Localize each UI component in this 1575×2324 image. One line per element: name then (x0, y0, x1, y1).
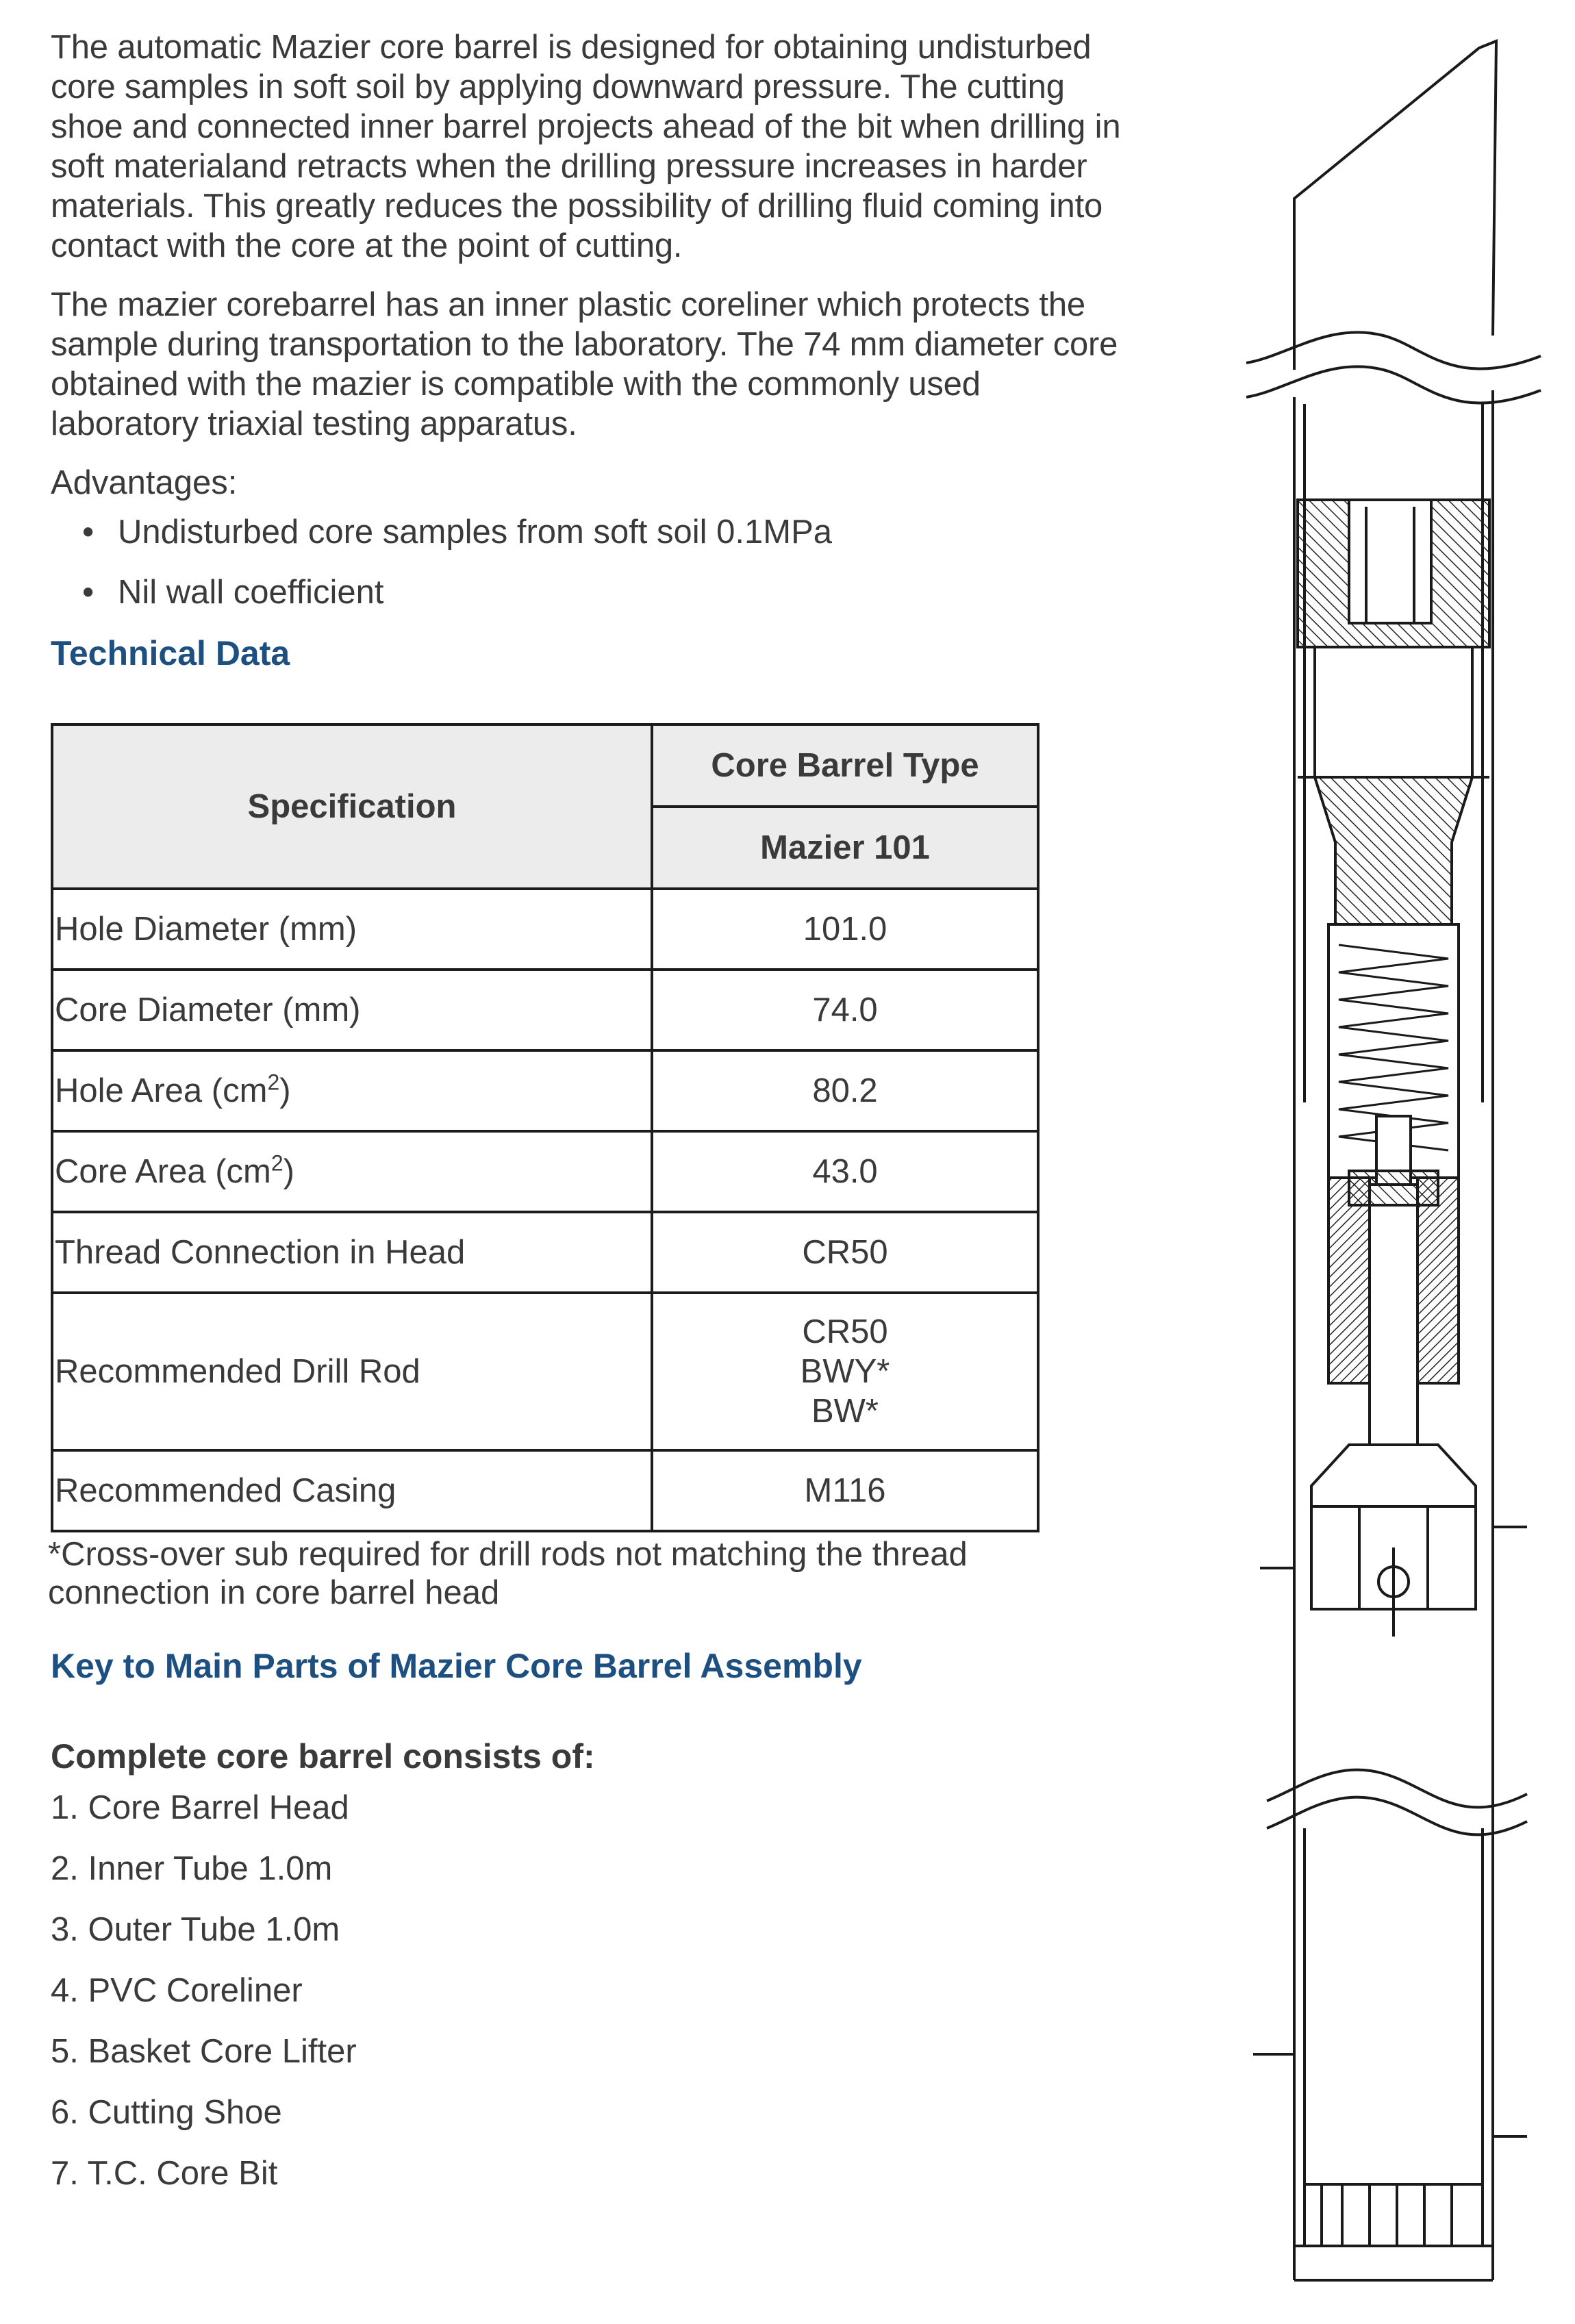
bullet-icon: • (82, 514, 94, 551)
parts-subheading: Complete core barrel consists of: (51, 1737, 595, 1776)
header-specification: Specification (52, 724, 652, 889)
table-row (52, 1212, 1038, 1293)
advantage-item (82, 512, 1126, 552)
row-value: 80.2 (652, 1050, 1038, 1131)
table-row (52, 1293, 1038, 1450)
superscript: 2 (267, 1070, 280, 1095)
row-value-line: BWY* (800, 1353, 890, 1390)
list-item: 3. Outer Tube 1.0m (51, 1911, 340, 1948)
table-row (52, 1450, 1038, 1531)
parts-list (51, 1788, 1126, 2193)
mazier-core-barrel-drawing-icon (1226, 34, 1561, 2314)
core-barrel-drawing (1226, 34, 1561, 2314)
content-column (48, 27, 1126, 2214)
advantage-text: Undisturbed core samples from soft soil 0.1MPa (118, 514, 833, 551)
advantages-label: Advantages: (51, 464, 238, 501)
header-model: Mazier 101 (652, 807, 1038, 889)
bullet-icon: • (82, 574, 94, 611)
table-row (52, 970, 1038, 1050)
row-label: Recommended Casing (52, 1450, 652, 1531)
list-item: 6. Cutting Shoe (51, 2094, 282, 2131)
row-label: Hole Diameter (mm) (52, 889, 652, 970)
row-value-line: CR50 (802, 1313, 888, 1350)
intro-paragraph-2: The mazier corebarrel has an inner plastic coreliner which protects the sample during transportation to the laboratory. The 74 mm diameter core obtained with the mazier is compatible with the commonly used laboratory triaxial testing apparatus. (51, 286, 1118, 442)
advantage-text: Nil wall coefficient (118, 574, 384, 611)
list-item: 5. Basket Core Lifter (51, 2033, 357, 2070)
list-item: 2. Inner Tube 1.0m (51, 1850, 333, 1887)
row-value (652, 1293, 1038, 1450)
row-label-text: Hole Area (cm (55, 1072, 268, 1109)
row-label-end: ) (283, 1153, 294, 1190)
table-row (52, 1131, 1038, 1212)
row-label-text: Core Area (cm (55, 1153, 271, 1190)
row-label (52, 1050, 652, 1131)
row-label (52, 1131, 652, 1212)
advantage-item (82, 572, 1126, 612)
table-footnote: *Cross-over sub required for drill rods not matching the thread connection in core barrel head (48, 1536, 968, 1611)
table-row (52, 889, 1038, 970)
technical-data-table (51, 723, 1040, 1532)
row-value: M116 (652, 1450, 1038, 1531)
row-value: CR50 (652, 1212, 1038, 1293)
row-value: 74.0 (652, 970, 1038, 1050)
row-label: Recommended Drill Rod (52, 1293, 652, 1450)
advantages-list (51, 512, 1126, 612)
row-label-end: ) (279, 1072, 291, 1109)
row-label: Core Diameter (mm) (52, 970, 652, 1050)
intro-paragraph-1: The automatic Mazier core barrel is designed for obtaining undisturbed core samples in soft soil by applying downward pressure. The cutting shoe and connected inner barrel projects ahead of the bit when drilling in soft materialand retracts when the drilling pressure increases in harder materials. This greatly reduces the possibility of drilling fluid coming into contact with the core at the point of cutting. (51, 29, 1121, 264)
row-value-line: BW* (811, 1393, 879, 1430)
technical-data-heading: Technical Data (51, 634, 290, 672)
table-header-row (52, 724, 1038, 807)
list-item: 1. Core Barrel Head (51, 1789, 349, 1826)
list-item: 7. T.C. Core Bit (51, 2155, 278, 2192)
row-value: 43.0 (652, 1131, 1038, 1212)
row-label: Thread Connection in Head (52, 1212, 652, 1293)
superscript: 2 (270, 1150, 284, 1176)
table-row (52, 1050, 1038, 1131)
header-core-barrel-type: Core Barrel Type (652, 724, 1038, 807)
list-item: 4. PVC Coreliner (51, 1972, 303, 2009)
key-parts-heading: Key to Main Parts of Mazier Core Barrel Assembly (51, 1647, 862, 1685)
row-value: 101.0 (652, 889, 1038, 970)
